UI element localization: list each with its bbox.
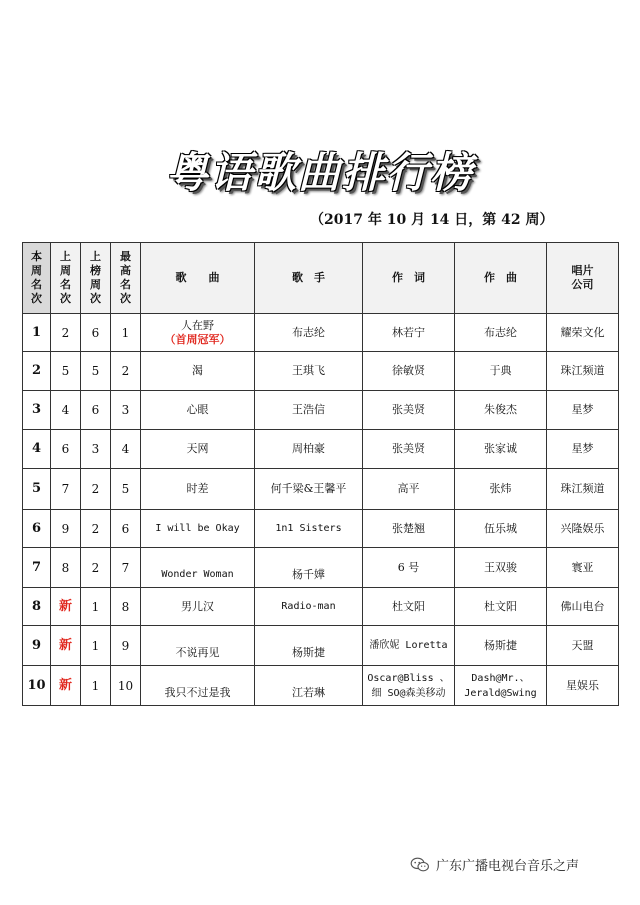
- song-cell-text: 男儿汉: [181, 599, 214, 613]
- composer-cell-text: 杨斯捷: [484, 638, 517, 652]
- weeks-on-cell-text: 1: [91, 638, 100, 653]
- peak-cell: [111, 626, 141, 666]
- composer-cell: [455, 548, 547, 588]
- rank-cell-text: 2: [31, 363, 42, 378]
- peak-cell-text: 8: [121, 599, 130, 614]
- rank-cell-text: 6: [31, 520, 42, 536]
- last-week-cell: [51, 626, 81, 666]
- composer-cell-text: 杜文阳: [484, 599, 517, 613]
- label-cell-text: 星娱乐: [566, 678, 599, 692]
- song-cell-text: 心眼: [186, 403, 209, 416]
- table-row: [23, 626, 619, 666]
- lyricist-cell: [363, 510, 455, 548]
- lyricist-cell-text: 杜文阳: [392, 599, 425, 613]
- table-row: [23, 588, 619, 626]
- lyricist-cell: [363, 430, 455, 469]
- label-cell: [547, 626, 619, 666]
- weeks-on-cell: [81, 588, 111, 626]
- composer-cell-text: Dash@Mr.、Jerald@Swing: [464, 672, 537, 699]
- lyricist-cell-text: 6 号: [397, 560, 420, 574]
- rank-cell-text: 7: [31, 559, 42, 575]
- rank-cell: [23, 430, 51, 469]
- label-cell: [547, 314, 619, 352]
- header-song: 歌 曲: [141, 243, 255, 314]
- table-row: [23, 391, 619, 430]
- weeks-on-cell: [81, 626, 111, 666]
- song-cell: [141, 588, 255, 626]
- lyricist-cell-text: 高平: [397, 482, 420, 495]
- first-week-champion-badge: （首周冠军）: [164, 332, 231, 346]
- weeks-on-cell: [81, 430, 111, 469]
- song-cell: [141, 314, 255, 352]
- lyricist-cell: [363, 548, 455, 588]
- peak-cell-text: 1: [121, 325, 130, 340]
- label-cell-text: 星梦: [571, 403, 594, 416]
- song-cell: [141, 469, 255, 510]
- composer-cell: [455, 430, 547, 469]
- label-cell-text: 珠江频道: [560, 364, 605, 377]
- table-row: [23, 510, 619, 548]
- weeks-on-cell: [81, 469, 111, 510]
- composer-cell: [455, 469, 547, 510]
- composer-cell: [455, 626, 547, 666]
- label-cell-text: 珠江频道: [560, 482, 605, 495]
- singer-cell: [255, 391, 363, 430]
- lyricist-cell-text: 林若宁: [392, 325, 425, 339]
- label-cell: [547, 588, 619, 626]
- lyricist-cell-text: Oscar@Bliss 、细 SO@森美移动: [367, 672, 450, 699]
- label-cell: [547, 391, 619, 430]
- label-cell: [547, 352, 619, 391]
- header-singer: 歌 手: [255, 243, 363, 314]
- song-cell: [141, 548, 255, 588]
- weeks-on-cell: [81, 391, 111, 430]
- lyricist-cell-text: 张楚翘: [392, 521, 425, 535]
- song-cell-text: 不说再见: [175, 645, 220, 659]
- header-label: 唱片 公司: [547, 243, 619, 314]
- peak-cell: [111, 352, 141, 391]
- label-cell-text: 佛山电台: [560, 599, 605, 613]
- singer-cell-text: 1n1 Sisters: [275, 523, 342, 534]
- singer-cell-text: 杨斯捷: [292, 645, 325, 659]
- peak-cell-text: 3: [121, 403, 130, 417]
- weeks-on-cell-text: 5: [91, 364, 100, 378]
- song-cell: [141, 510, 255, 548]
- weeks-on-cell: [81, 314, 111, 352]
- singer-cell-text: 王浩信: [292, 403, 325, 416]
- lyricist-cell: [363, 314, 455, 352]
- singer-cell: [255, 548, 363, 588]
- weeks-on-cell-text: 2: [91, 482, 100, 496]
- last-week-cell: [51, 548, 81, 588]
- label-cell: [547, 666, 619, 706]
- song-cell: [141, 391, 255, 430]
- table-row: [23, 666, 619, 706]
- song-cell-text: 渴: [192, 364, 203, 377]
- weeks-on-cell-text: 6: [91, 403, 100, 417]
- rank-cell-text: 5: [31, 481, 42, 496]
- peak-cell-text: 2: [121, 364, 130, 378]
- singer-cell-text: 杨千嬅: [292, 567, 325, 581]
- singer-cell: [255, 510, 363, 548]
- composer-cell-text: 布志纶: [484, 325, 517, 339]
- last-week-cell-text: 5: [61, 364, 70, 378]
- singer-cell-text: 江若琳: [292, 685, 325, 699]
- last-week-cell-text: 7: [61, 482, 70, 496]
- label-cell-text: 耀荣文化: [560, 325, 605, 339]
- peak-cell: [111, 510, 141, 548]
- weeks-on-cell: [81, 352, 111, 391]
- singer-cell-text: 周柏豪: [292, 442, 325, 455]
- table-row: [23, 314, 619, 352]
- weeks-on-cell-text: 2: [91, 521, 100, 536]
- rank-cell: [23, 352, 51, 391]
- singer-cell: [255, 666, 363, 706]
- rank-cell-text: 9: [31, 637, 42, 653]
- last-week-cell-text: 新: [58, 677, 72, 693]
- song-cell-text: 时差: [186, 482, 209, 495]
- singer-cell-text: 布志纶: [292, 325, 325, 339]
- composer-cell: [455, 314, 547, 352]
- song-cell-text: 天网: [186, 442, 209, 455]
- page-subtitle: （2017 年 10 月 14 日，第 42 周）: [310, 212, 554, 228]
- lyricist-cell: [363, 469, 455, 510]
- weeks-on-cell-text: 6: [91, 325, 100, 340]
- singer-cell: [255, 588, 363, 626]
- singer-cell-text: 王琪飞: [292, 364, 325, 377]
- singer-cell: [255, 469, 363, 510]
- chart-table: [22, 242, 619, 706]
- singer-cell: [255, 314, 363, 352]
- last-week-cell: [51, 469, 81, 510]
- header-last-week: 上 周 名 次: [51, 243, 81, 314]
- table-row: [23, 548, 619, 588]
- label-cell-text: 天盟: [571, 638, 594, 652]
- composer-cell-text: 朱俊杰: [484, 403, 517, 416]
- rank-cell: [23, 666, 51, 706]
- lyricist-cell-text: 张美贤: [392, 442, 425, 455]
- weeks-on-cell-text: 1: [91, 678, 100, 693]
- rank-cell-text: 8: [31, 598, 42, 614]
- composer-cell-text: 伍乐城: [484, 521, 517, 535]
- table-row: [23, 469, 619, 510]
- wechat-icon: [410, 857, 430, 873]
- composer-cell: [455, 391, 547, 430]
- song-cell: [141, 626, 255, 666]
- last-week-cell: [51, 588, 81, 626]
- last-week-cell-text: 新: [58, 637, 72, 653]
- label-cell-text: 兴隆娱乐: [560, 521, 605, 535]
- last-week-cell: [51, 391, 81, 430]
- rank-cell-text: 1: [31, 324, 42, 340]
- song-cell: [141, 666, 255, 706]
- rank-cell-text: 3: [31, 402, 42, 417]
- header-row: [23, 243, 619, 314]
- header-this-week: 本 周 名 次: [23, 243, 51, 314]
- rank-cell: [23, 548, 51, 588]
- peak-cell: [111, 548, 141, 588]
- last-week-cell-text: 9: [61, 521, 70, 536]
- weeks-on-cell: [81, 548, 111, 588]
- peak-cell-text: 5: [121, 482, 130, 496]
- peak-cell-text: 9: [121, 638, 130, 653]
- label-cell: [547, 430, 619, 469]
- lyricist-cell: [363, 588, 455, 626]
- peak-cell: [111, 666, 141, 706]
- rank-cell: [23, 510, 51, 548]
- weeks-on-cell-text: 3: [91, 442, 100, 456]
- weeks-on-cell: [81, 510, 111, 548]
- composer-cell-text: 王双骏: [484, 560, 517, 574]
- song-cell-text: 人在野: [181, 318, 214, 332]
- peak-cell: [111, 314, 141, 352]
- header-composer: 作 曲: [455, 243, 547, 314]
- composer-cell-text: 张家诚: [484, 442, 517, 455]
- last-week-cell: [51, 352, 81, 391]
- rank-cell: [23, 314, 51, 352]
- peak-cell: [111, 588, 141, 626]
- song-cell: [141, 430, 255, 469]
- song-cell: [141, 352, 255, 391]
- last-week-cell: [51, 510, 81, 548]
- lyricist-cell-text: 潘欣妮 Loretta: [369, 640, 448, 651]
- rank-cell: [23, 469, 51, 510]
- footer: [410, 855, 579, 874]
- header-peak: 最 高 名 次: [111, 243, 141, 314]
- last-week-cell: [51, 314, 81, 352]
- singer-cell-text: Radio-man: [281, 601, 336, 612]
- weeks-on-cell-text: 1: [91, 599, 100, 614]
- label-cell: [547, 510, 619, 548]
- rank-cell: [23, 391, 51, 430]
- peak-cell-text: 6: [121, 521, 130, 536]
- lyricist-cell-text: 张美贤: [392, 403, 425, 416]
- song-cell-text: Wonder Woman: [161, 568, 234, 580]
- label-cell: [547, 548, 619, 588]
- last-week-cell-text: 6: [61, 442, 70, 456]
- composer-cell-text: 于典: [489, 364, 512, 377]
- lyricist-cell: [363, 391, 455, 430]
- rank-cell-text: 4: [31, 441, 42, 456]
- weeks-on-cell-text: 2: [91, 560, 100, 575]
- singer-cell: [255, 626, 363, 666]
- last-week-cell-text: 新: [58, 598, 72, 614]
- singer-cell: [255, 430, 363, 469]
- label-cell-text: 星梦: [571, 442, 594, 455]
- lyricist-cell: [363, 666, 455, 706]
- page-title: 粤语歌曲排行榜: [165, 148, 474, 197]
- label-cell: [547, 469, 619, 510]
- table-row: [23, 430, 619, 469]
- weeks-on-cell: [81, 666, 111, 706]
- song-cell-text: 我只不过是我: [164, 685, 231, 699]
- header-lyricist: 作 词: [363, 243, 455, 314]
- lyricist-cell: [363, 352, 455, 391]
- peak-cell-text: 10: [117, 678, 134, 693]
- peak-cell: [111, 391, 141, 430]
- table-row: [23, 352, 619, 391]
- song-cell-text: I will be Okay: [155, 523, 240, 534]
- peak-cell-text: 4: [121, 442, 130, 456]
- footer-text: 广东广播电视台音乐之声: [436, 859, 580, 874]
- composer-cell-text: 张炜: [489, 482, 512, 495]
- last-week-cell: [51, 666, 81, 706]
- last-week-cell: [51, 430, 81, 469]
- singer-cell-text: 何千梁&王馨平: [270, 482, 347, 495]
- singer-cell: [255, 352, 363, 391]
- last-week-cell-text: 2: [61, 325, 70, 340]
- composer-cell: [455, 588, 547, 626]
- header-weeks-on: 上 榜 周 次: [81, 243, 111, 314]
- rank-cell: [23, 588, 51, 626]
- peak-cell: [111, 469, 141, 510]
- label-cell-text: 寰亚: [571, 560, 594, 574]
- lyricist-cell-text: 徐敏贤: [392, 364, 425, 377]
- composer-cell: [455, 510, 547, 548]
- composer-cell: [455, 666, 547, 706]
- last-week-cell-text: 8: [61, 560, 70, 575]
- peak-cell: [111, 430, 141, 469]
- rank-cell-text: 10: [27, 677, 46, 693]
- lyricist-cell: [363, 626, 455, 666]
- peak-cell-text: 7: [121, 560, 130, 575]
- rank-cell: [23, 626, 51, 666]
- last-week-cell-text: 4: [61, 403, 70, 417]
- composer-cell: [455, 352, 547, 391]
